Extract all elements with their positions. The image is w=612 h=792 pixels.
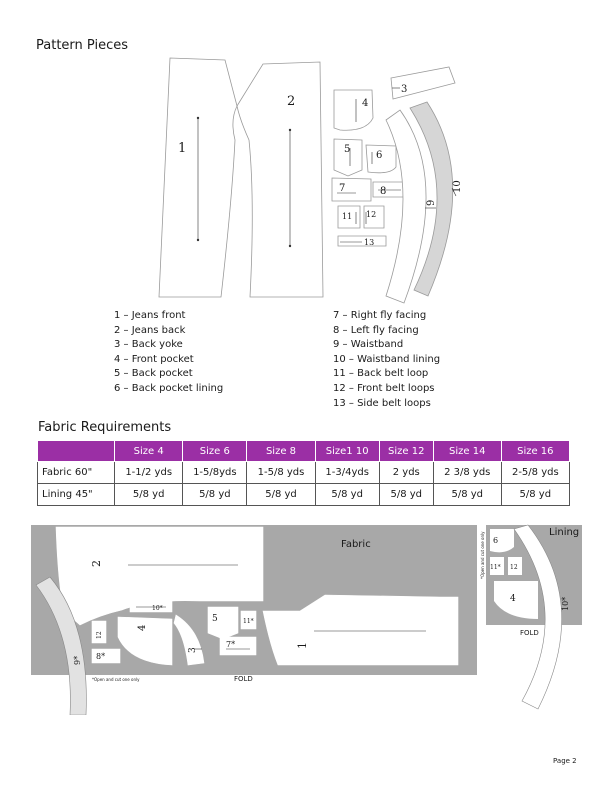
pattern-pieces-diagram <box>0 0 612 310</box>
label-5: 5 <box>344 144 351 155</box>
label-8: 8 <box>380 186 387 197</box>
table-cell: 5/8 yd <box>433 484 501 506</box>
table-cell: 1-5/8yds <box>183 462 247 484</box>
legend-item: 8 – Left fly facing <box>333 324 419 336</box>
cutting-layout-diagram <box>0 515 612 715</box>
lining-label-4: 4 <box>510 594 516 604</box>
lining-label-6: 6 <box>493 536 499 545</box>
fabric-label: Fabric <box>341 539 371 550</box>
layout-label-7: 7* <box>226 640 236 649</box>
legend-item: 11 – Back belt loop <box>333 368 429 380</box>
legend-item: 7 – Right fly facing <box>333 310 427 321</box>
layout-label-3: 3 <box>188 647 198 653</box>
layout-label-4: 4 <box>137 624 148 631</box>
table-header: Size 6 <box>183 441 247 462</box>
legend-item: 4 – Front pocket <box>114 353 194 365</box>
layout-label-1: 1 <box>296 642 309 649</box>
lining-label-11: 11* <box>490 564 501 571</box>
table-header-row <box>38 441 570 462</box>
fold-label: FOLD <box>234 675 253 683</box>
table-cell: 5/8 yd <box>115 484 183 506</box>
layout-label-11: 11* <box>243 618 254 625</box>
table-header: Size 14 <box>433 441 501 462</box>
legend-item: 2 – Jeans back <box>114 324 186 336</box>
lining-fold-label: FOLD <box>520 629 539 637</box>
piece-2-jeans-back <box>237 62 323 297</box>
table-header: Size 12 <box>379 441 433 462</box>
label-2: 2 <box>287 94 296 109</box>
legend-item: 3 – Back yoke <box>114 339 183 351</box>
lining-label: Lining <box>549 527 580 538</box>
fabric-requirements-title: Fabric Requirements <box>38 420 172 435</box>
legend-left <box>114 309 223 397</box>
label-12: 12 <box>366 210 377 219</box>
label-1: 1 <box>178 141 187 156</box>
table-cell: 5/8 yd <box>183 484 247 506</box>
piece-13-side-belt-loops <box>338 236 386 246</box>
piece-8-left-fly <box>373 182 407 197</box>
legend-item: 13 – Side belt loops <box>333 397 431 409</box>
fabric-cut-note: *Open and cut one only <box>92 677 140 682</box>
table-cell: 1-5/8 yds <box>247 462 315 484</box>
layout-label-12: 12 <box>96 631 103 639</box>
piece-4-front-pocket <box>334 90 373 130</box>
table-header: Size 4 <box>115 441 183 462</box>
layout-label-10: 10* <box>152 605 163 612</box>
table-cell: 5/8 yd <box>501 484 569 506</box>
table-header: Size 16 <box>501 441 569 462</box>
lining-label-12: 12 <box>510 564 518 571</box>
legend-item: 10 – Waistband lining <box>333 353 441 365</box>
legend-item: 6 – Back pocket lining <box>114 382 224 394</box>
table-cell: Fabric 60" <box>38 462 115 484</box>
label-9: 9 <box>426 199 437 206</box>
label-11: 11 <box>342 212 353 221</box>
page-number: Page 2 <box>553 757 577 765</box>
fabric-requirements-table <box>37 440 570 506</box>
lining-label-10: 10* <box>561 596 570 611</box>
label-13: 13 <box>364 238 375 247</box>
table-cell: 5/8 yd <box>315 484 379 506</box>
legend-item: 12 – Front belt loops <box>333 382 435 394</box>
label-10: 10 <box>452 180 463 193</box>
legend-right <box>333 309 440 411</box>
legend-item: 5 – Back pocket <box>114 368 193 380</box>
label-6: 6 <box>376 150 383 161</box>
table-header <box>38 441 115 462</box>
label-4: 4 <box>362 98 369 109</box>
table-cell: 5/8 yd <box>247 484 315 506</box>
label-3: 3 <box>401 84 408 95</box>
table-cell: 2-5/8 yds <box>501 462 569 484</box>
label-7: 7 <box>339 183 346 194</box>
legend-item: 9 – Waistband <box>333 339 404 351</box>
piece-7-right-fly <box>332 178 371 201</box>
table-cell: Lining 45" <box>38 484 115 506</box>
layout-label-8: 8* <box>96 652 106 661</box>
piece-9-waistband <box>386 110 426 303</box>
layout-label-9: 9* <box>73 655 82 665</box>
table-cell: 1-3/4yds <box>315 462 379 484</box>
pattern-pieces-title: Pattern Pieces <box>36 38 128 53</box>
table-cell: 5/8 yd <box>379 484 433 506</box>
legend-item: 1 – Jeans front <box>114 310 186 321</box>
table-row <box>38 484 570 506</box>
table-header: Size1 10 <box>315 441 379 462</box>
layout-label-2: 2 <box>90 560 103 567</box>
table-header: Size 8 <box>247 441 315 462</box>
layout-piece-strip <box>130 601 172 612</box>
table-cell: 1-1/2 yds <box>115 462 183 484</box>
lining-cut-note: *Open and cut one only <box>480 531 485 579</box>
table-cell: 2 yds <box>379 462 433 484</box>
table-row <box>38 462 570 484</box>
layout-label-5: 5 <box>212 614 218 624</box>
table-cell: 2 3/8 yds <box>433 462 501 484</box>
